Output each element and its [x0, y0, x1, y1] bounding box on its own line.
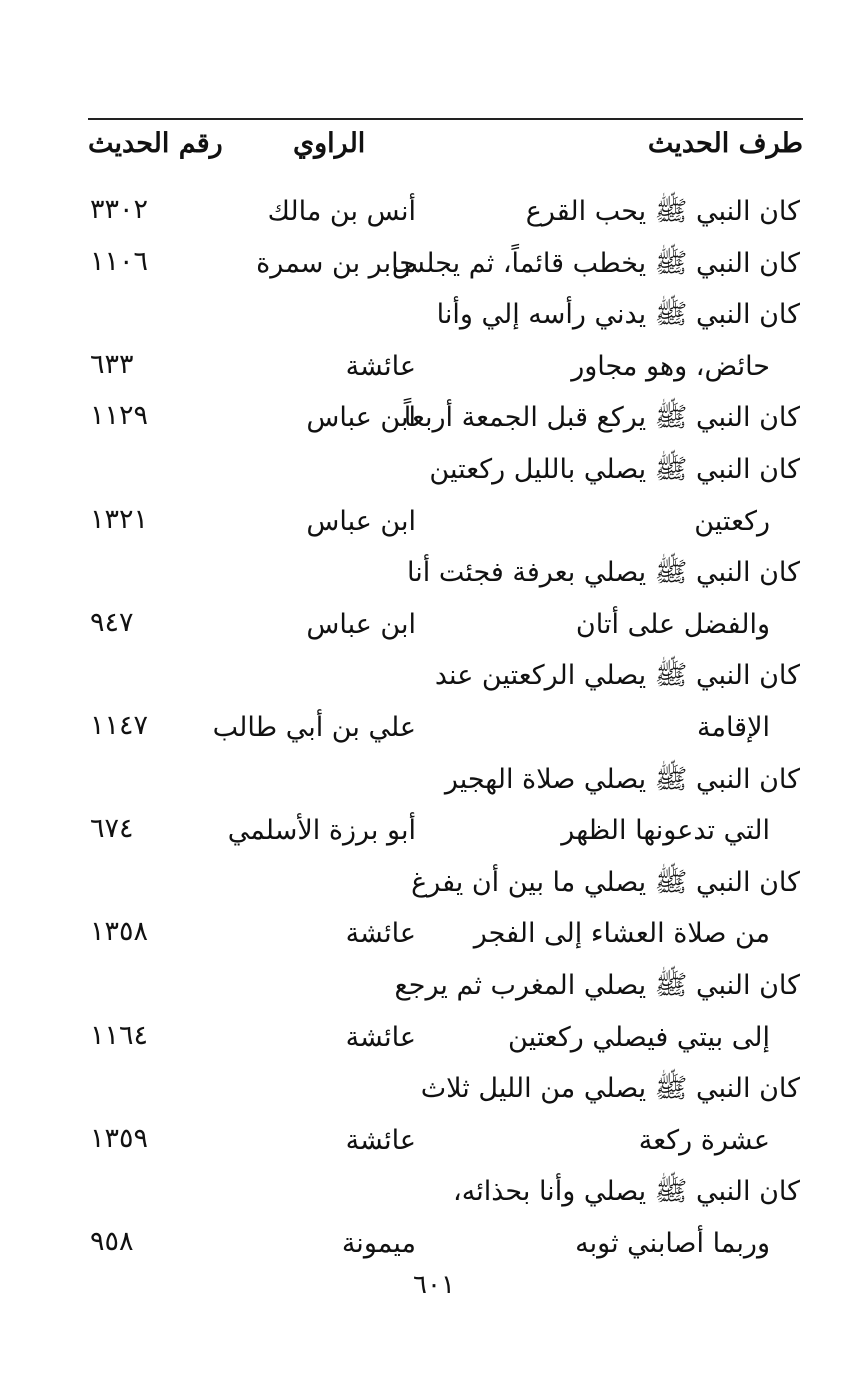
narrator: عائشة [345, 1124, 416, 1156]
hadith-text: حائض، وهو مجاور [571, 350, 770, 382]
hadith-text: كان النبي ﷺ يحب القرع [525, 196, 800, 227]
table-row [0, 1168, 868, 1220]
table-row [0, 498, 868, 550]
table-row [0, 343, 868, 395]
table-row [0, 446, 868, 498]
hadith-number: ١١٦٤ [90, 1019, 149, 1051]
narrator: عائشة [345, 1021, 416, 1053]
table-row [0, 962, 868, 1014]
hadith-text: كان النبي ﷺ يصلي بالليل ركعتين [429, 454, 800, 485]
table-row [0, 240, 868, 292]
hadith-text: عشرة ركعة [638, 1124, 770, 1156]
narrator: ابن عباس [306, 402, 416, 434]
hadith-text: كان النبي ﷺ يصلي من الليل ثلاث [420, 1073, 800, 1105]
hadith-number: ١٣٥٩ [90, 1122, 149, 1154]
hadith-number: ٣٣٠٢ [90, 194, 149, 225]
table-row [0, 1220, 868, 1272]
table-row [0, 652, 868, 704]
narrator: أنس بن مالك [267, 196, 416, 227]
hadith-number: ٦٣٣ [90, 348, 134, 380]
narrator: عائشة [345, 918, 416, 950]
table-row [0, 549, 868, 601]
table-row [0, 188, 868, 240]
hadith-number: ١١٢٩ [90, 400, 149, 432]
hadith-number: ١٣٢١ [90, 503, 149, 535]
table-row [0, 1065, 868, 1117]
hadith-column-header: طرف الحديث [647, 128, 803, 159]
narrator: علي بن أبي طالب [212, 712, 416, 743]
hadith-text: كان النبي ﷺ يخطب قائماً، ثم يجلس [391, 247, 800, 279]
hadith-text: كان النبي ﷺ يصلي ما بين أن يفرغ [411, 866, 800, 898]
hadith-text: كان النبي ﷺ يدني رأسه إلي وأنا [436, 299, 800, 331]
hadith-number: ١١٤٧ [90, 710, 149, 741]
table-row [0, 291, 868, 343]
table-row [0, 394, 868, 446]
hadith-text: من صلاة العشاء إلى الفجر [473, 918, 770, 950]
narrator: عائشة [345, 350, 416, 382]
hadith-number: ١٣٥٨ [90, 916, 149, 948]
hadith-number: ١١٠٦ [90, 245, 149, 277]
hadith-number: ٩٥٨ [90, 1226, 134, 1257]
narrator: ابن عباس [306, 608, 416, 640]
hadith-text: التي تدعونها الظهر [561, 815, 770, 847]
hadith-text: والفضل على أتان [575, 608, 770, 640]
hadith-number: ٩٤٧ [90, 606, 134, 638]
hadith-text: الإقامة [697, 712, 770, 743]
hadith-text: ركعتين [694, 505, 770, 537]
table-row [0, 1117, 868, 1169]
hadith-text: كان النبي ﷺ يصلي وأنا بحذائه، [453, 1176, 800, 1208]
table-row [0, 704, 868, 756]
page-number: ٦٠١ [413, 1270, 455, 1300]
table-row [0, 601, 868, 653]
hadith-text: كان النبي ﷺ يصلي صلاة الهجير [444, 763, 800, 795]
table-row [0, 756, 868, 808]
number-column-header: رقم الحديث [88, 128, 223, 159]
hadith-text: كان النبي ﷺ يصلي المغرب ثم يرجع [394, 970, 800, 1001]
table-row [0, 859, 868, 911]
hadith-text: كان النبي ﷺ يصلي بعرفة فجئت أنا [407, 557, 800, 589]
narrator: ابن عباس [306, 505, 416, 537]
hadith-number: ٦٧٤ [90, 813, 134, 845]
hadith-text: كان النبي ﷺ يركع قبل الجمعة أربعاً [403, 402, 800, 434]
hadith-text: إلى بيتي فيصلي ركعتين [508, 1021, 770, 1053]
narrator-column-header: الراوي [293, 128, 366, 159]
table-row [0, 807, 868, 859]
table-row [0, 1014, 868, 1066]
narrator: جابر بن سمرة [256, 247, 416, 279]
hadith-text: كان النبي ﷺ يصلي الركعتين عند [434, 660, 800, 692]
narrator: أبو برزة الأسلمي [227, 815, 416, 847]
hadith-text: وربما أصابني ثوبه [575, 1228, 770, 1259]
table-row [0, 910, 868, 962]
narrator: ميمونة [341, 1228, 416, 1259]
